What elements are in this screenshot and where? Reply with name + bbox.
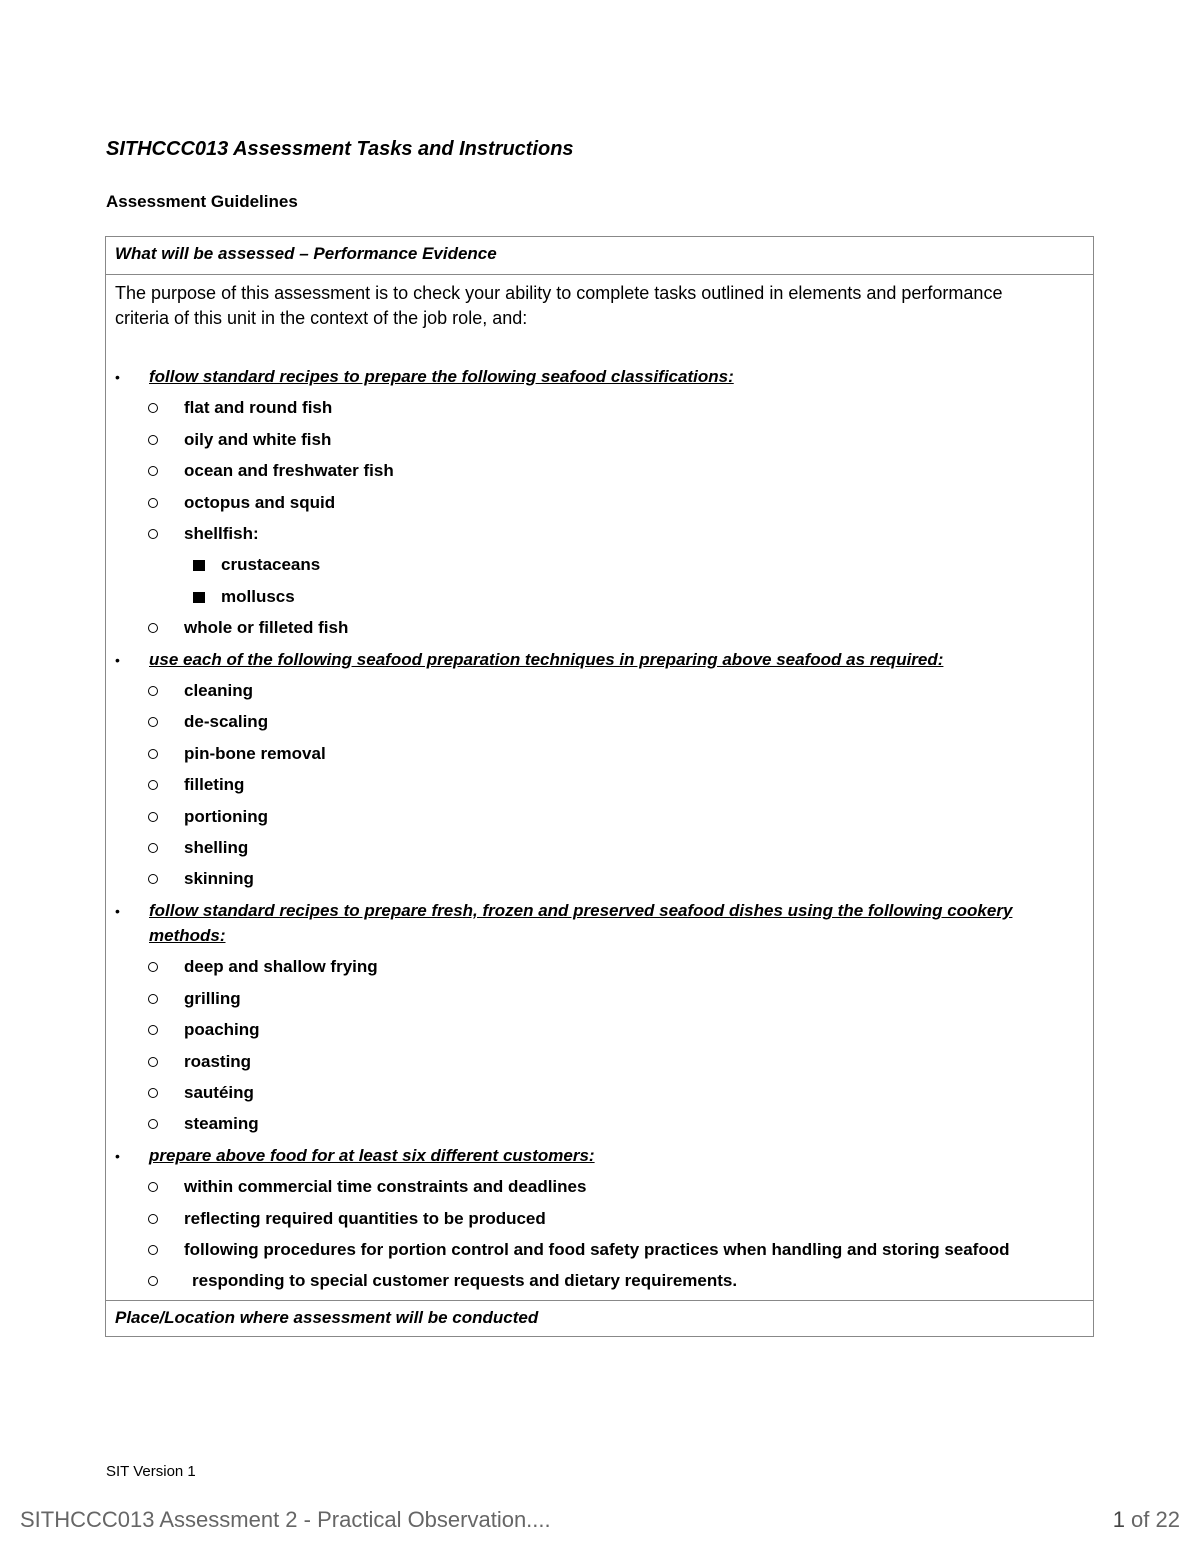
list-item-text: shelling (184, 838, 249, 857)
bullet-icon: • (115, 651, 120, 668)
hollow-circle-bullet-icon (148, 403, 158, 413)
hollow-circle-bullet-icon (148, 1119, 158, 1129)
bullet-icon: • (115, 1147, 120, 1164)
list-item-text: responding to special customer requests and dietary requirements. (192, 1271, 738, 1291)
hollow-circle-bullet-icon (148, 435, 158, 445)
location-header-row (106, 1300, 1093, 1336)
sub-item-text: molluscs (221, 586, 295, 606)
hollow-circle-bullet-icon (148, 529, 158, 539)
hollow-circle-bullet-icon (148, 1057, 158, 1067)
list-item-text: oily and white fish (184, 429, 332, 449)
current-page: 1 (1112, 1507, 1125, 1532)
hollow-circle-bullet-icon (148, 1245, 158, 1255)
total-pages: 22 (1155, 1507, 1180, 1532)
list-item-text: deep and shallow frying (184, 957, 378, 977)
section-heading: Assessment Guidelines (106, 192, 298, 211)
list-item-text: shellfish: (184, 524, 259, 543)
page-title: SITHCCC013 Assessment Tasks and Instructions (106, 138, 574, 160)
intro-paragraph: The purpose of this assessment is to check your ability to complete tasks outlined in elements and performance criteria of this unit in the context of the job role, and: (115, 283, 1003, 328)
bullet-icon: • (115, 902, 120, 919)
hollow-circle-bullet-icon (148, 686, 158, 696)
sub-item-text: crustaceans (221, 555, 321, 575)
table-header-row (106, 237, 1093, 275)
hollow-circle-bullet-icon (148, 717, 158, 727)
viewer-bar (0, 1495, 1200, 1553)
hollow-circle-bullet-icon (148, 749, 158, 759)
list-item-text: filleting (184, 775, 245, 795)
footer-version: SIT Version 1 (106, 1463, 196, 1480)
hollow-circle-bullet-icon (148, 843, 158, 853)
hollow-circle-bullet-icon (148, 498, 158, 508)
hollow-circle-bullet-icon (148, 623, 158, 633)
hollow-circle-bullet-icon (148, 1025, 158, 1035)
list-item-text: roasting (184, 1051, 252, 1071)
square-bullet-icon (193, 560, 205, 571)
hollow-circle-bullet-icon (148, 466, 158, 476)
hollow-circle-bullet-icon (148, 1182, 158, 1192)
hollow-circle-bullet-icon (148, 812, 158, 822)
list-item-text: flat and round fish (184, 398, 333, 418)
list-item-text: reflecting required quantities to be produced (184, 1208, 546, 1228)
list-item-text: whole or filleted fish (184, 618, 349, 638)
list-item-text: following procedures for portion control and food safety practices when handling and storing seafood (184, 1239, 1010, 1259)
list-item-text: ocean and freshwater fish (184, 461, 394, 481)
viewer-document-title[interactable]: SITHCCC013 Assessment 2 - Practical Observation.... (20, 1507, 551, 1532)
hollow-circle-bullet-icon (148, 1088, 158, 1098)
list-item-text: pin-bone removal (184, 743, 326, 763)
list-item-text: portioning (184, 806, 269, 826)
list-item-text: poaching (184, 1020, 260, 1040)
hollow-circle-bullet-icon (148, 962, 158, 972)
group-label: use each of the following seafood preparation techniques in preparing above seafood as required: (149, 649, 944, 669)
hollow-circle-bullet-icon (148, 1214, 158, 1224)
list-item-text: sautéing (184, 1082, 254, 1102)
page-indicator (1113, 1507, 1180, 1533)
list-item-text: grilling (184, 988, 241, 1008)
hollow-circle-bullet-icon (148, 994, 158, 1004)
bullet-icon: • (115, 369, 120, 385)
page-separator: of (1124, 1507, 1156, 1532)
list-item-text: skinning (184, 869, 254, 889)
list-item-text: cleaning (184, 681, 253, 700)
table-header-text: What will be assessed – Performance Evidence (115, 244, 497, 263)
group-label: prepare above food for at least six different customers: (149, 1145, 595, 1165)
square-bullet-icon (193, 592, 205, 603)
group-label: follow standard recipes to prepare fresh, frozen and preserved seafood dishes using the following cookery methods: (149, 900, 1013, 945)
location-header-text: Place/Location where assessment will be conducted (115, 1308, 539, 1327)
list-item-text: within commercial time constraints and deadlines (184, 1177, 587, 1197)
list-item-text: de-scaling (184, 712, 269, 732)
hollow-circle-bullet-icon (148, 780, 158, 790)
list-item-text: octopus and squid (184, 492, 336, 512)
hollow-circle-bullet-icon (148, 1276, 158, 1286)
list-item-text: steaming (184, 1114, 259, 1134)
assessment-table (105, 236, 1094, 1337)
group-label: follow standard recipes to prepare the following seafood classifications: (149, 367, 734, 386)
hollow-circle-bullet-icon (148, 874, 158, 884)
